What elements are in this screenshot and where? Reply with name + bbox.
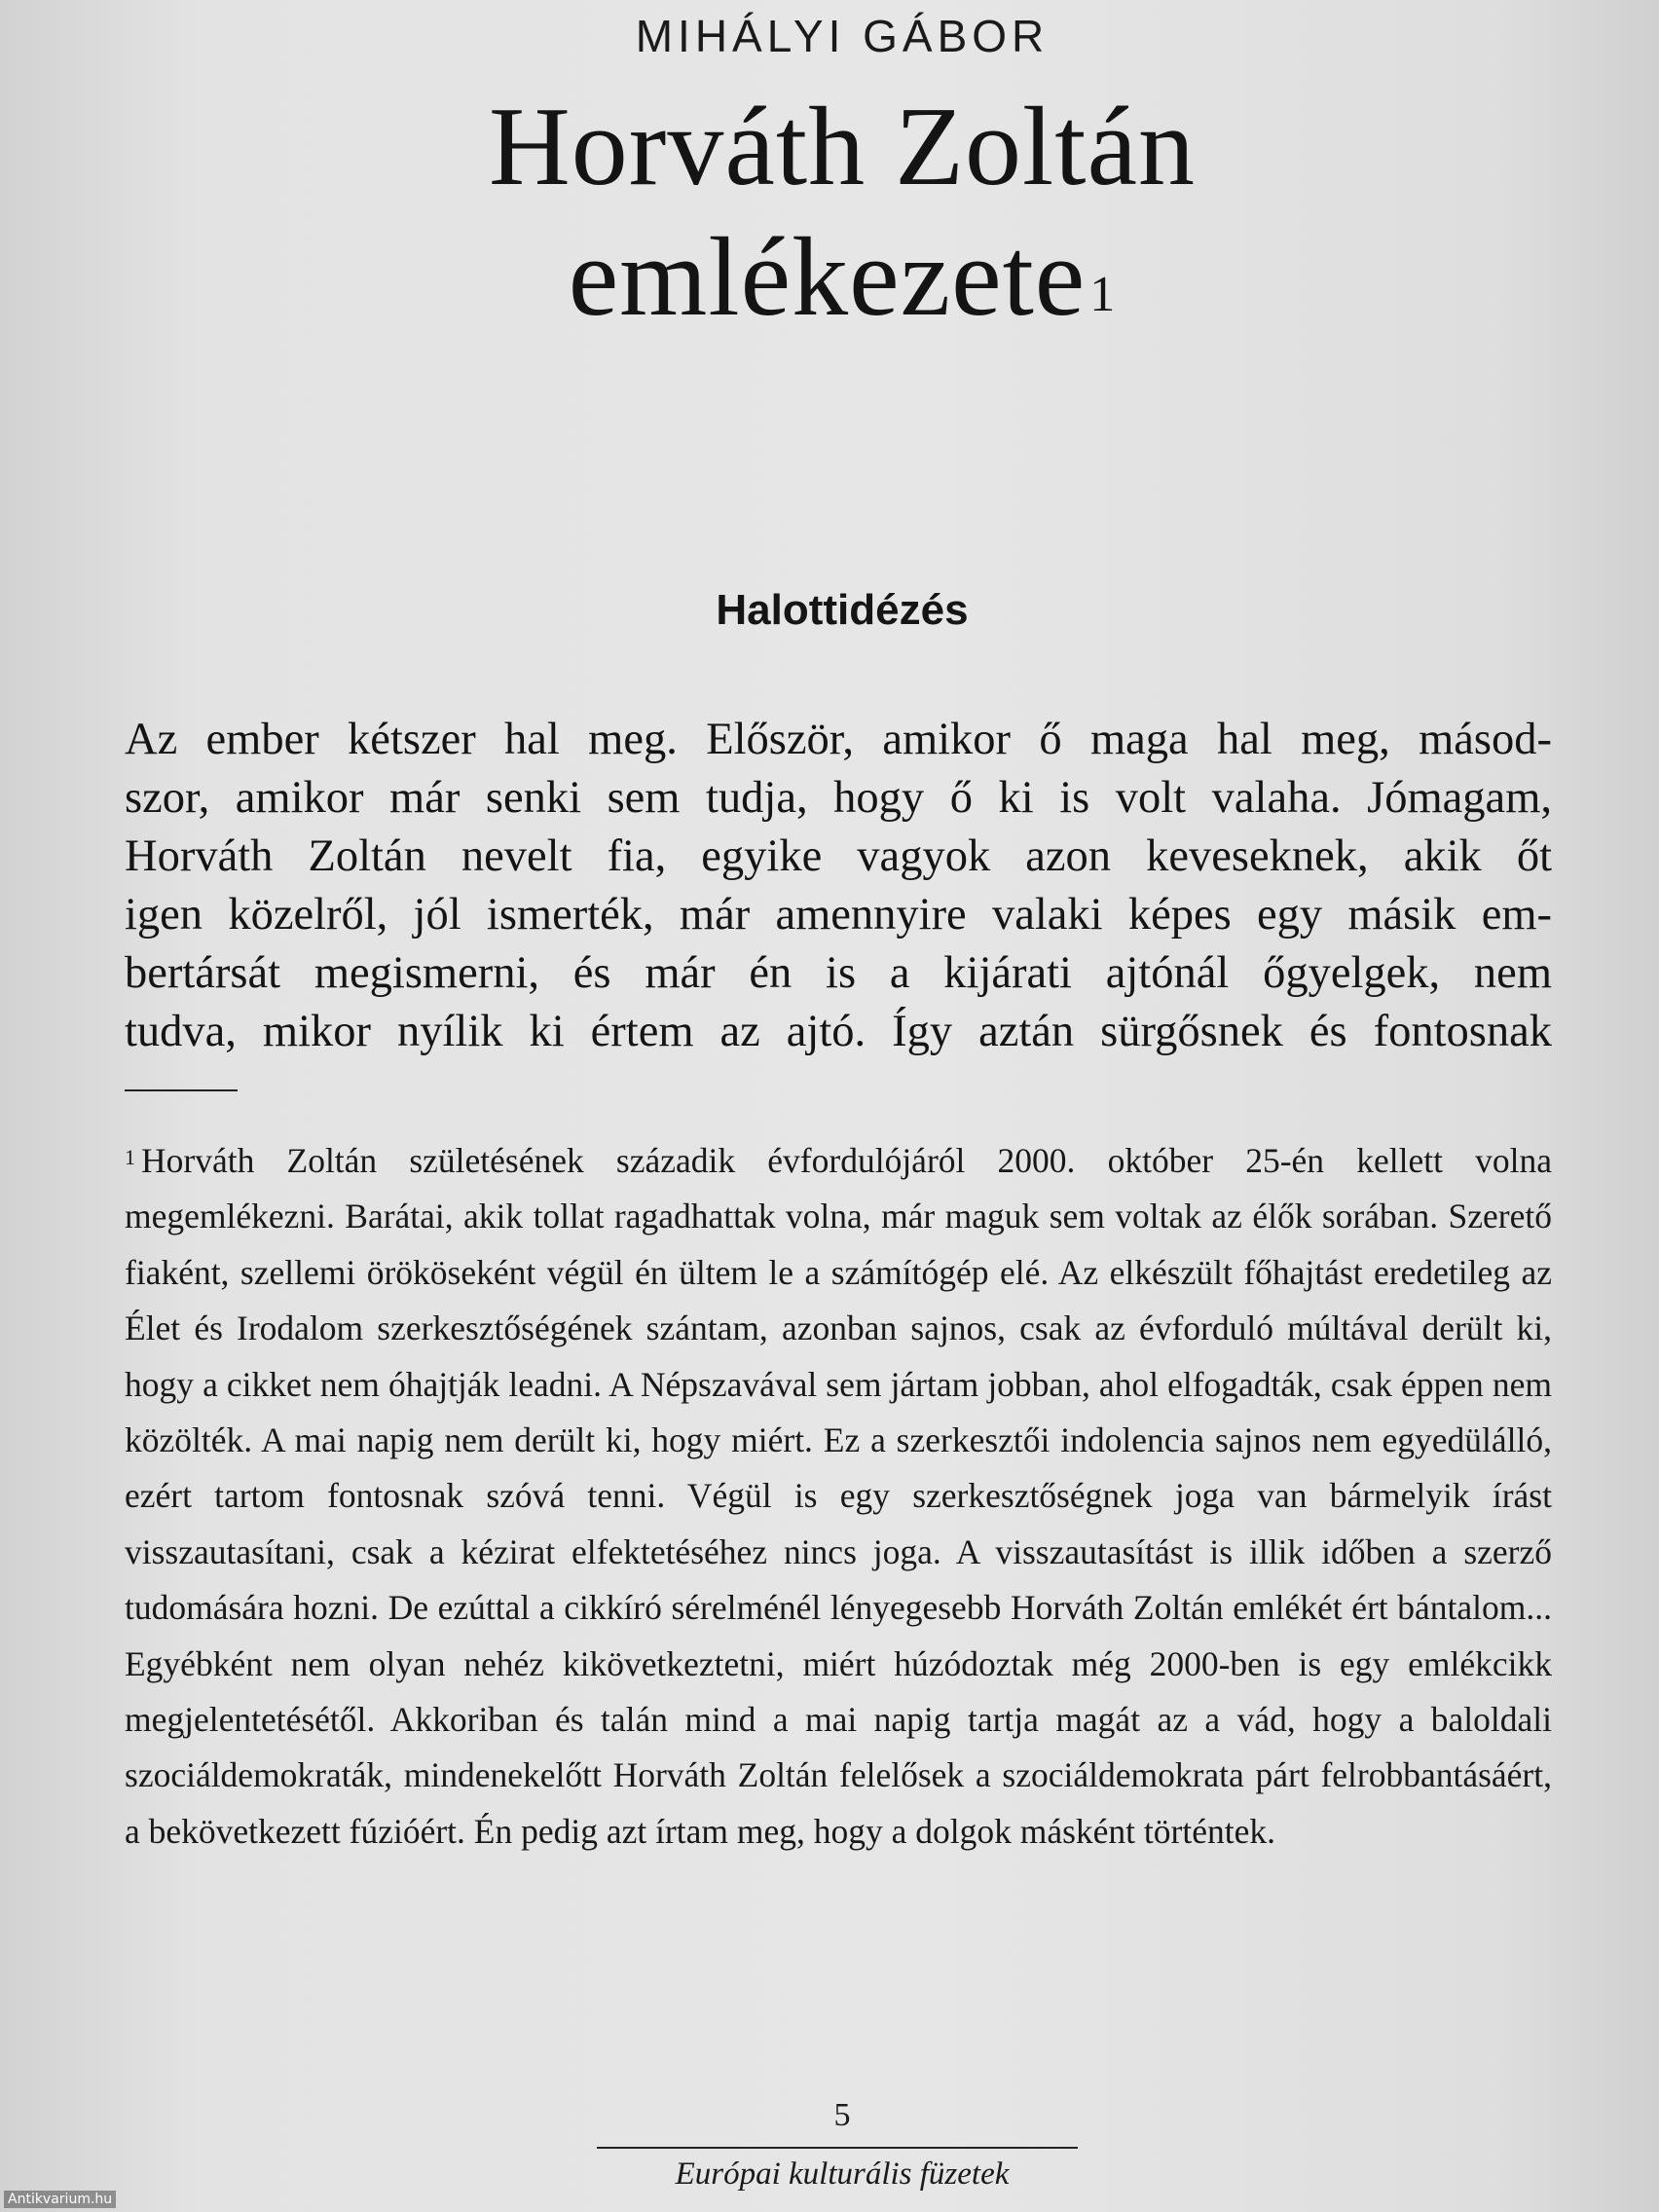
body-line: Horváth Zoltán nevelt fia, egyike vagyok azon keveseknek, akik őt bbox=[125, 831, 1552, 881]
footnote bbox=[125, 1133, 1552, 1860]
title-line-2 bbox=[0, 212, 1659, 343]
watermark: Antikvarium.hu bbox=[4, 2191, 116, 2208]
journal-name: Európai kulturális füzetek bbox=[675, 2157, 1010, 2192]
body-line: bertársát megismerni, és már én is a kijárati ajtónál őgyelgek, nem bbox=[125, 948, 1552, 998]
body-line: igen közelről, jól ismerték, már amennyire valaki képes egy másik em- bbox=[125, 890, 1552, 940]
footnote-mark: 1 bbox=[125, 1145, 135, 1169]
body-line: Az ember kétszer hal meg. Először, amikor ő maga hal meg, másod- bbox=[125, 715, 1552, 764]
body-line: szor, amikor már senki sem tudja, hogy ő ki is volt valaha. Jómagam, bbox=[125, 773, 1552, 823]
section-heading: Halottidézés bbox=[716, 586, 969, 634]
title-footnote-mark: 1 bbox=[1089, 267, 1117, 322]
page-number: 5 bbox=[833, 2097, 851, 2133]
article-title bbox=[0, 82, 1659, 343]
footer-divider bbox=[597, 2147, 1078, 2149]
footnote-divider bbox=[125, 1089, 238, 1091]
title-line-1: Horváth Zoltán bbox=[489, 85, 1196, 209]
title-line-2-text: emlékezete bbox=[568, 215, 1087, 340]
footnote-text: Horváth Zoltán születésének századik évfordulójáról 2000. október 25-én kellett volna megemlékezni. Barátai, akik tollat ragadhattak volna, már maguk sem voltak az élők sorában. Szerető fiaként, szellemi örököseként végül én ültem le a számítógép elé. Az elkészült főhajtást eredetileg az Élet és Irodalom szerkesztőségének szántam, azonban sajnos, csak az évforduló múltával derült ki, hogy a cikket nem óhajtják leadni. A Népszavával sem jártam jobban, ahol elfogadták, csak éppen nem közölték. A mai napig nem derült ki, hogy miért. Ez a szerkesztői indolencia sajnos nem egyedülálló, ezért tartom fontosnak szóvá tenni. Végül is egy szerkesztőségnek joga van bármelyik írást visszautasítani, csak a kézirat elfektetéséhez nincs joga. A visszautasítást is illik időben a szerző tudomására hozni. De ezúttal a cikkíró sérelménél lényegesebb Horváth Zoltán emlékét ért bántalom... Egyébként nem olyan nehéz kikövetkeztetni, miért húzódoztak még 2000-ben is egy emlékcikk megjelentetésétől. Akkoriban és talán mind a mai napig tartja magát az a vád, hogy a baloldali szociáldemokraták, mindenekelőtt Horváth Zoltán felelősek a szociáldemokrata párt felrobbantásáért, a bekövetkezett fúzióért. Én pedig azt írtam meg, hogy a dolgok másként történtek. bbox=[125, 1141, 1552, 1851]
body-paragraph bbox=[125, 711, 1552, 1061]
author-name: MIHÁLYI GÁBOR bbox=[635, 11, 1050, 61]
body-line: tudva, mikor nyílik ki értem az ajtó. Így aztán sürgősnek és fontosnak bbox=[125, 1007, 1552, 1056]
